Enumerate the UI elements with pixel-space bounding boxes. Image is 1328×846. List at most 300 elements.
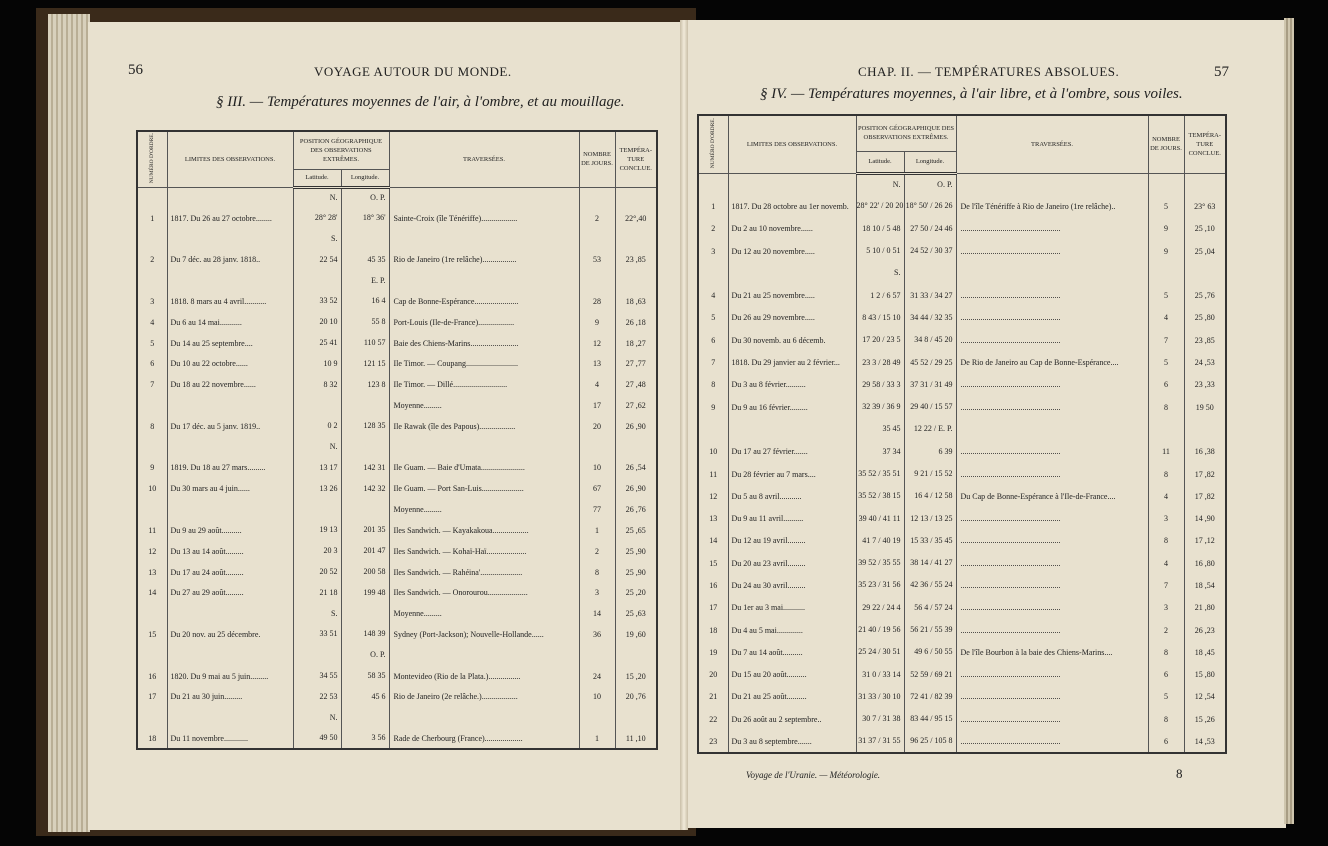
row-longitude: 42 36 / 55 24 xyxy=(904,574,956,596)
row-latitude: N. xyxy=(293,437,341,458)
row-longitude: 34 44 / 32 35 xyxy=(904,307,956,329)
row-traversee: Rio de Janeiro (1re relâche)................. xyxy=(389,249,579,270)
row-temperature: 12 ,54 xyxy=(1184,686,1226,708)
row-longitude: 15 33 / 35 45 xyxy=(904,530,956,552)
row-traversee xyxy=(956,418,1148,440)
row-number: 13 xyxy=(698,507,728,529)
table-row xyxy=(137,249,657,270)
table-row xyxy=(698,441,1226,463)
row-limits: Du 9 au 11 avril.......... xyxy=(728,507,856,529)
table-row xyxy=(137,582,657,603)
row-days: 28 xyxy=(579,291,615,312)
row-number: 11 xyxy=(698,463,728,485)
row-longitude: 31 33 / 34 27 xyxy=(904,284,956,306)
row-limits: Du 15 au 20 août.......... xyxy=(728,664,856,686)
header-position: POSITION GÉOGRAPHIQUE DES OBSERVATIONS EXTRÊMES. xyxy=(293,131,389,169)
row-limits xyxy=(167,707,293,728)
right-page-number: 57 xyxy=(1214,64,1229,80)
row-temperature xyxy=(615,187,657,208)
row-latitude: 21 40 / 19 56 xyxy=(856,619,904,641)
row-number: 18 xyxy=(137,728,167,749)
row-limits: 1818. Du 29 janvier au 2 février... xyxy=(728,351,856,373)
row-days: 9 xyxy=(1148,218,1184,240)
row-latitude: 30 7 / 31 38 xyxy=(856,708,904,730)
row-temperature: 18 ,54 xyxy=(1184,574,1226,596)
row-longitude: 16 4 xyxy=(341,291,389,312)
row-latitude: 17 20 / 23 5 xyxy=(856,329,904,351)
row-days: 17 xyxy=(579,395,615,416)
row-temperature: 27 ,62 xyxy=(615,395,657,416)
row-limits: 1820. Du 9 mai au 5 juin......... xyxy=(167,666,293,687)
row-limits: Du 20 au 23 avril......... xyxy=(728,552,856,574)
row-traversee: .................................................. xyxy=(956,374,1148,396)
row-latitude: 1 2 / 6 57 xyxy=(856,284,904,306)
row-temperature: 25 ,76 xyxy=(1184,284,1226,306)
row-temperature: 18 ,63 xyxy=(615,291,657,312)
row-limits: Du 21 au 30 juin......... xyxy=(167,687,293,708)
row-days: 3 xyxy=(579,582,615,603)
row-days: 4 xyxy=(1148,485,1184,507)
row-latitude: 31 37 / 31 55 xyxy=(856,730,904,753)
row-temperature: 16 ,38 xyxy=(1184,441,1226,463)
row-number: 1 xyxy=(137,208,167,229)
row-longitude: 24 52 / 30 37 xyxy=(904,240,956,262)
table-row xyxy=(698,418,1226,440)
row-longitude: 6 39 xyxy=(904,441,956,463)
row-limits: Du 1er au 3 mai........... xyxy=(728,597,856,619)
row-traversee: Ile Rawak (île des Papous).................. xyxy=(389,416,579,437)
row-days: 3 xyxy=(1148,597,1184,619)
row-limits: 1818. 8 mars au 4 avril........... xyxy=(167,291,293,312)
table-row xyxy=(698,195,1226,217)
table-row xyxy=(137,562,657,583)
row-temperature: 27 ,48 xyxy=(615,374,657,395)
row-days: 9 xyxy=(579,312,615,333)
row-temperature: 17 ,12 xyxy=(1184,530,1226,552)
row-longitude: 72 41 / 82 39 xyxy=(904,686,956,708)
row-limits: Du 27 au 29 août......... xyxy=(167,582,293,603)
row-traversee: .................................................. xyxy=(956,708,1148,730)
row-limits xyxy=(167,603,293,624)
row-latitude: 35 52 / 38 15 xyxy=(856,485,904,507)
row-number: 16 xyxy=(137,666,167,687)
table-row xyxy=(137,624,657,645)
row-number: 17 xyxy=(137,687,167,708)
row-days: 6 xyxy=(1148,664,1184,686)
row-traversee: De Rio de Janeiro au Cap de Bonne-Espérance.... xyxy=(956,351,1148,373)
row-traversee: .................................................. xyxy=(956,441,1148,463)
row-latitude: 33 51 xyxy=(293,624,341,645)
row-longitude: 27 50 / 24 46 xyxy=(904,218,956,240)
row-latitude: 37 34 xyxy=(856,441,904,463)
row-traversee: Ile Timor. — Coupang.......................... xyxy=(389,354,579,375)
row-temperature: 18 ,27 xyxy=(615,333,657,354)
row-latitude: 20 10 xyxy=(293,312,341,333)
header-nombre: NOMBRE DE JOURS. xyxy=(579,131,615,187)
row-temperature: 26 ,23 xyxy=(1184,619,1226,641)
row-latitude: 8 32 xyxy=(293,374,341,395)
row-temperature: 23 ,85 xyxy=(615,249,657,270)
row-number: 4 xyxy=(698,284,728,306)
row-days: 2 xyxy=(579,208,615,229)
row-days: 53 xyxy=(579,249,615,270)
row-days: 11 xyxy=(1148,441,1184,463)
table-row xyxy=(137,208,657,229)
row-number xyxy=(137,437,167,458)
header-longitude: Longitude. xyxy=(904,151,956,173)
row-longitude: 58 35 xyxy=(341,666,389,687)
row-limits: Du 10 au 22 octobre...... xyxy=(167,354,293,375)
row-number xyxy=(137,603,167,624)
table-row xyxy=(698,507,1226,529)
row-limits: Du 13 au 14 août......... xyxy=(167,541,293,562)
row-number: 11 xyxy=(137,520,167,541)
row-number: 9 xyxy=(698,396,728,418)
row-latitude: 28° 28' xyxy=(293,208,341,229)
row-traversee: Iles Sandwich. — Kayakakoua.................. xyxy=(389,520,579,541)
row-number: 5 xyxy=(137,333,167,354)
row-longitude: 18° 36' xyxy=(341,208,389,229)
table-row xyxy=(698,329,1226,351)
left-table-caption: § III. — Températures moyennes de l'air, à l'ombre, et au mouillage. xyxy=(216,94,625,110)
row-temperature: 16 ,80 xyxy=(1184,552,1226,574)
row-days: 5 xyxy=(1148,195,1184,217)
row-limits xyxy=(167,437,293,458)
row-temperature: 25 ,04 xyxy=(1184,240,1226,262)
left-temperature-table xyxy=(136,130,658,750)
row-temperature: 22°,40 xyxy=(615,208,657,229)
header-position: POSITION GÉOGRAPHIQUE DES OBSERVATIONS EXTRÊMES. xyxy=(856,115,956,151)
table-row xyxy=(137,187,657,208)
row-limits: Du 7 déc. au 28 janv. 1818.. xyxy=(167,249,293,270)
row-traversee: Moyenne......... xyxy=(389,395,579,416)
row-temperature: 25 ,65 xyxy=(615,520,657,541)
table-row xyxy=(137,645,657,666)
row-longitude: 9 21 / 15 52 xyxy=(904,463,956,485)
row-limits: Du 7 au 14 août.......... xyxy=(728,641,856,663)
row-limits: Du 26 au 29 novembre..... xyxy=(728,307,856,329)
row-traversee: Moyenne......... xyxy=(389,603,579,624)
row-longitude xyxy=(341,395,389,416)
table-row xyxy=(698,485,1226,507)
row-longitude: 55 8 xyxy=(341,312,389,333)
table-row xyxy=(137,541,657,562)
row-days xyxy=(579,187,615,208)
row-longitude: 142 32 xyxy=(341,478,389,499)
row-latitude: 23 3 / 28 49 xyxy=(856,351,904,373)
left-page-number: 56 xyxy=(128,62,143,78)
row-traversee xyxy=(389,270,579,291)
row-temperature xyxy=(615,437,657,458)
row-number: 23 xyxy=(698,730,728,753)
table-row xyxy=(137,416,657,437)
row-longitude: O. P. xyxy=(341,645,389,666)
table-row xyxy=(137,687,657,708)
row-limits: Du 30 mars au 4 juin...... xyxy=(167,478,293,499)
row-days: 12 xyxy=(579,333,615,354)
row-temperature: 23° 63 xyxy=(1184,195,1226,217)
row-temperature: 26 ,76 xyxy=(615,499,657,520)
table-row xyxy=(698,284,1226,306)
row-longitude: 142 31 xyxy=(341,458,389,479)
row-temperature: 15 ,20 xyxy=(615,666,657,687)
row-longitude xyxy=(904,262,956,284)
row-latitude: 20 52 xyxy=(293,562,341,583)
row-temperature xyxy=(1184,418,1226,440)
header-traversees: TRAVERSÉES. xyxy=(956,115,1148,173)
row-latitude: S. xyxy=(293,229,341,250)
header-nombre: NOMBRE DE JOURS. xyxy=(1148,115,1184,173)
header-latitude: Latitude. xyxy=(293,169,341,187)
row-traversee: .................................................. xyxy=(956,686,1148,708)
row-latitude: 28° 22' / 20 20 xyxy=(856,195,904,217)
row-days xyxy=(579,270,615,291)
row-days: 8 xyxy=(1148,530,1184,552)
row-limits: 1817. Du 26 au 27 octobre........ xyxy=(167,208,293,229)
table-row xyxy=(137,499,657,520)
row-latitude: S. xyxy=(293,603,341,624)
row-days: 67 xyxy=(579,478,615,499)
row-longitude: 200 58 xyxy=(341,562,389,583)
row-number: 3 xyxy=(137,291,167,312)
table-row xyxy=(137,478,657,499)
row-temperature: 20 ,76 xyxy=(615,687,657,708)
row-traversee: Iles Sandwich. — Onorourou.................... xyxy=(389,582,579,603)
row-number: 6 xyxy=(137,354,167,375)
row-days: 8 xyxy=(1148,641,1184,663)
row-traversee xyxy=(389,437,579,458)
row-longitude: 83 44 / 95 15 xyxy=(904,708,956,730)
row-limits: Du 6 au 14 mai........... xyxy=(167,312,293,333)
row-temperature: 17 ,82 xyxy=(1184,485,1226,507)
row-latitude: 49 50 xyxy=(293,728,341,749)
row-days: 4 xyxy=(579,374,615,395)
row-limits xyxy=(728,418,856,440)
row-days: 8 xyxy=(1148,463,1184,485)
row-number: 15 xyxy=(698,552,728,574)
row-days xyxy=(579,645,615,666)
row-traversee: .................................................. xyxy=(956,730,1148,753)
header-limites: LIMITES DES OBSERVATIONS. xyxy=(167,131,293,187)
row-limits: Du 21 au 25 novembre..... xyxy=(728,284,856,306)
row-limits: 1817. Du 28 octobre au 1er novemb. xyxy=(728,195,856,217)
row-temperature: 14 ,53 xyxy=(1184,730,1226,753)
row-days: 7 xyxy=(1148,329,1184,351)
row-traversee: Rade de Cherbourg (France)................... xyxy=(389,728,579,749)
right-running-head: CHAP. II. — TEMPÉRATURES ABSOLUES. xyxy=(858,64,1120,79)
row-longitude: 16 4 / 12 58 xyxy=(904,485,956,507)
row-temperature: 26 ,90 xyxy=(615,416,657,437)
row-temperature: 25 ,80 xyxy=(1184,307,1226,329)
row-longitude: 201 47 xyxy=(341,541,389,562)
row-days: 8 xyxy=(1148,708,1184,730)
row-limits: Du 3 au 8 février.......... xyxy=(728,374,856,396)
row-number xyxy=(137,707,167,728)
row-longitude: 34 8 / 45 20 xyxy=(904,329,956,351)
table-row xyxy=(698,664,1226,686)
row-latitude: S. xyxy=(856,262,904,284)
row-temperature: 26 ,90 xyxy=(615,478,657,499)
row-traversee: .................................................. xyxy=(956,396,1148,418)
table-row xyxy=(698,262,1226,284)
row-latitude: 35 23 / 31 56 xyxy=(856,574,904,596)
row-traversee: .................................................. xyxy=(956,552,1148,574)
row-longitude: 148 39 xyxy=(341,624,389,645)
row-number xyxy=(137,499,167,520)
row-number: 18 xyxy=(698,619,728,641)
table-row xyxy=(137,312,657,333)
row-number xyxy=(698,262,728,284)
row-limits: Du 12 au 19 avril......... xyxy=(728,530,856,552)
left-running-head: VOYAGE AUTOUR DU MONDE. xyxy=(314,64,512,79)
row-days: 7 xyxy=(1148,574,1184,596)
row-latitude: 19 13 xyxy=(293,520,341,541)
row-number: 16 xyxy=(698,574,728,596)
row-limits: Du 21 au 25 août.......... xyxy=(728,686,856,708)
row-longitude: O. P. xyxy=(341,187,389,208)
row-days: 6 xyxy=(1148,730,1184,753)
row-traversee: Ile Guam. — Port San-Luis..................... xyxy=(389,478,579,499)
row-number: 2 xyxy=(137,249,167,270)
row-number xyxy=(137,187,167,208)
header-numero: NUMÉRO D'ORDRE. xyxy=(137,131,167,187)
table-row xyxy=(698,374,1226,396)
row-number xyxy=(137,229,167,250)
row-limits xyxy=(167,645,293,666)
row-traversee: .................................................. xyxy=(956,240,1148,262)
row-temperature: 14 ,90 xyxy=(1184,507,1226,529)
row-latitude: 31 0 / 33 14 xyxy=(856,664,904,686)
table-row xyxy=(698,708,1226,730)
row-longitude: 3 56 xyxy=(341,728,389,749)
row-longitude: 56 4 / 57 24 xyxy=(904,597,956,619)
table-row xyxy=(698,730,1226,753)
row-longitude: 18° 50' / 26 26 xyxy=(904,195,956,217)
row-latitude: 22 54 xyxy=(293,249,341,270)
row-latitude: 25 41 xyxy=(293,333,341,354)
row-days: 20 xyxy=(579,416,615,437)
page-edges-right xyxy=(1284,18,1294,824)
row-latitude: 21 18 xyxy=(293,582,341,603)
row-longitude: 201 35 xyxy=(341,520,389,541)
row-temperature xyxy=(615,645,657,666)
table-row xyxy=(698,641,1226,663)
row-number: 17 xyxy=(698,597,728,619)
row-latitude: 39 52 / 35 55 xyxy=(856,552,904,574)
table-row xyxy=(698,552,1226,574)
row-number: 13 xyxy=(137,562,167,583)
row-latitude: 0 2 xyxy=(293,416,341,437)
table-row xyxy=(698,173,1226,195)
row-traversee: Ile Timor. — Dillé........................... xyxy=(389,374,579,395)
row-number: 22 xyxy=(698,708,728,730)
table-row xyxy=(698,597,1226,619)
row-traversee: .................................................. xyxy=(956,530,1148,552)
header-temperature: TEMPÉRA- TURE CONCLUE. xyxy=(615,131,657,187)
table-row xyxy=(698,240,1226,262)
header-longitude: Longitude. xyxy=(341,169,389,187)
row-latitude: N. xyxy=(293,187,341,208)
table-row xyxy=(698,530,1226,552)
row-latitude xyxy=(293,395,341,416)
row-days xyxy=(1148,173,1184,195)
row-number xyxy=(137,270,167,291)
row-longitude: 45 52 / 29 25 xyxy=(904,351,956,373)
row-traversee xyxy=(389,645,579,666)
row-temperature: 15 ,26 xyxy=(1184,708,1226,730)
row-latitude: 29 22 / 24 4 xyxy=(856,597,904,619)
row-number: 14 xyxy=(137,582,167,603)
table-row xyxy=(137,603,657,624)
row-traversee: De l'île Ténériffe à Rio de Janeiro (1re relâche).. xyxy=(956,195,1148,217)
row-traversee xyxy=(389,229,579,250)
row-traversee: .................................................. xyxy=(956,463,1148,485)
row-longitude: 123 8 xyxy=(341,374,389,395)
row-traversee: Montevideo (Rio de la Plata.)................ xyxy=(389,666,579,687)
row-limits: Du 26 août au 2 septembre.. xyxy=(728,708,856,730)
row-traversee xyxy=(389,707,579,728)
row-limits xyxy=(728,262,856,284)
table-row xyxy=(698,307,1226,329)
row-number: 5 xyxy=(698,307,728,329)
row-longitude xyxy=(341,229,389,250)
row-latitude xyxy=(293,645,341,666)
row-number: 1 xyxy=(698,195,728,217)
row-number: 10 xyxy=(137,478,167,499)
row-temperature: 11 ,10 xyxy=(615,728,657,749)
table-row xyxy=(137,229,657,250)
row-limits: Du 17 au 24 août......... xyxy=(167,562,293,583)
row-longitude: 45 6 xyxy=(341,687,389,708)
row-traversee: Moyenne......... xyxy=(389,499,579,520)
row-latitude: 35 52 / 35 51 xyxy=(856,463,904,485)
table-row xyxy=(137,374,657,395)
row-latitude: 18 10 / 5 48 xyxy=(856,218,904,240)
row-days: 10 xyxy=(579,687,615,708)
row-latitude: 32 39 / 36 9 xyxy=(856,396,904,418)
row-traversee: Iles Sandwich. — Rahéina'..................... xyxy=(389,562,579,583)
row-limits xyxy=(728,173,856,195)
row-traversee: .................................................. xyxy=(956,307,1148,329)
row-temperature: 23 ,85 xyxy=(1184,329,1226,351)
row-temperature: 25 ,90 xyxy=(615,541,657,562)
row-traversee: Iles Sandwich. — Kohaï-Haï.................... xyxy=(389,541,579,562)
table-row xyxy=(698,686,1226,708)
row-number xyxy=(698,418,728,440)
row-traversee: .................................................. xyxy=(956,597,1148,619)
row-number: 9 xyxy=(137,458,167,479)
row-latitude: 22 53 xyxy=(293,687,341,708)
row-days: 9 xyxy=(1148,240,1184,262)
row-temperature: 21 ,80 xyxy=(1184,597,1226,619)
row-traversee: Du Cap de Bonne-Espérance à l'Ile-de-France.... xyxy=(956,485,1148,507)
row-temperature xyxy=(615,707,657,728)
row-longitude: 199 48 xyxy=(341,582,389,603)
row-latitude: 41 7 / 40 19 xyxy=(856,530,904,552)
row-number: 10 xyxy=(698,441,728,463)
row-number xyxy=(698,173,728,195)
row-days xyxy=(1148,262,1184,284)
row-limits: Du 5 au 8 avril........... xyxy=(728,485,856,507)
row-latitude xyxy=(293,499,341,520)
row-temperature xyxy=(1184,262,1226,284)
row-limits xyxy=(167,395,293,416)
row-longitude: 12 22 / E. P. xyxy=(904,418,956,440)
row-traversee: .................................................. xyxy=(956,284,1148,306)
row-traversee: .................................................. xyxy=(956,507,1148,529)
row-temperature: 23 ,33 xyxy=(1184,374,1226,396)
table-row xyxy=(698,574,1226,596)
